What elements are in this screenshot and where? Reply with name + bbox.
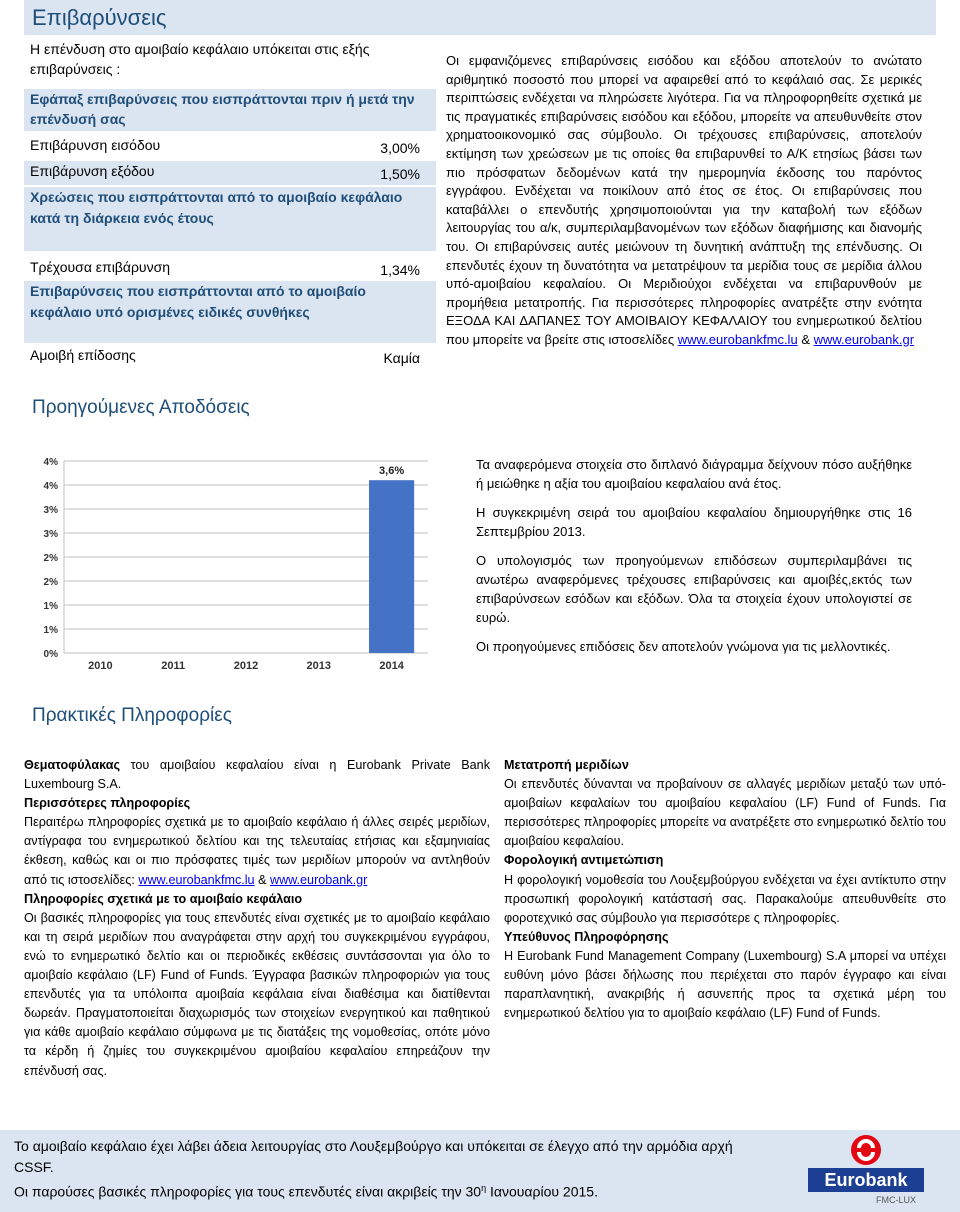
responsibility-text: Η Eurobank Fund Management Company (Luxembourg) S.A μπορεί να υπέχει ευθύνη μόνο βάσει δήλωσης που περιέχεται στο παρόν έγγραφο και είναι παραπλανητική, ανακριβής ή ασυνεπής προς τα σχετικά μέρη του ενημερωτικού δελτίου για το αμοιβαίο κεφάλαιο (LF) Fund of Funds. xyxy=(504,948,946,1021)
chart-note-4: Οι προηγούμενες επιδόσεις δεν αποτελούν γνώμονα για τις μελλοντικές. xyxy=(476,639,891,654)
y-tick-label: 2% xyxy=(43,553,58,564)
logo-sub-text: FMC-LUX xyxy=(876,1195,916,1205)
y-tick-label: 4% xyxy=(43,481,58,492)
tax-text: Η φορολογική νομοθεσία του Λουξεμβούργου ενδέχεται να έχει αντίκτυπο στην προσωπική φορολογική κατάστασή σας. Παρακαλούμε απευθυνθείτε στο φοροτεχνικό σας σύμβουλο για περισσότερε ς πληροφορίες. xyxy=(504,872,946,925)
current-charge-value: 1,34% xyxy=(380,262,420,278)
switch-heading: Μετατροπή μεριδίων xyxy=(504,758,629,772)
footer-line-1: Το αμοιβαίο κεφάλαιο έχει λάβει άδεια λειτουργίας στο Λουξεμβούργο και υπόκειται σε έλεγχο από την αρμόδια αρχή CSSF. xyxy=(14,1138,733,1175)
y-tick-label: 1% xyxy=(43,601,58,612)
responsibility-heading: Υπεύθυνος Πληροφόρησης xyxy=(504,929,669,944)
right-info-column xyxy=(504,756,946,1023)
chart-note-2: Η συγκεκριμένη σειρά του αμοιβαίου κεφαλαίου δημιουργήθηκε στις 16 Σεπτεμβρίου 2013. xyxy=(476,505,912,539)
fund-info-heading: Πληροφορίες σχετικά με το αμοιβαίο κεφάλαιο xyxy=(24,891,303,906)
y-tick-label: 3% xyxy=(43,529,58,540)
link-eurobank[interactable]: www.eurobank.gr xyxy=(813,331,915,347)
x-tick-label: 2013 xyxy=(306,660,332,672)
link-eurobankfmc-2[interactable]: www.eurobankfmc.lu xyxy=(138,872,255,887)
charges-note xyxy=(446,52,922,350)
link-separator: & xyxy=(801,331,810,347)
charges-note-text: Οι εμφανιζόμενες επιβαρύνσεις εισόδου και εξόδου αποτελούν το ανώτατο αριθμητικό ποσοστό που μπορεί να αφαιρεθεί από το κεφάλαιό σας. Σε μερικές περιπτώσεις ενδέχεται να πληρώσετε λιγότερα. Για να πληροφορηθείτε σχετικά με τις πραγματικές επιβαρύνσεις εισόδου και εξόδου, μπορείτε να απευθυνθείτε στον χρηματοοικονομικό σας σύμβουλο. Οι τρέχουσες επιβαρύνσεις, αποτελούν εκτίμηση των χρεώσεων με τις οποίες θα επιβαρυνθεί το Α/Κ ετησίως βάσει των πιο πρόσφατων δεδομένων κατά την ημερομηνία έκδοσης του παρόντος εγγράφου. Ενδέχεται να ποικίλουν από έτος σε έτος. Οι επιβαρύνσεις που καταβάλλει ο επενδυτής χρησιμοποιούνται για την καταβολή των εξόδων λειτουργίας του α/κ, συμπεριλαμβανομένων των εξόδων διαφήμισης και διανομής του. Οι επιβαρύνσεις αυτές μειώνουν τη δυνητική ανάπτυξη της επένδυσης. Οι επενδυτές έχουν τη δυνατότητα να μετατρέψουν τα μερίδια τους σε μερίδια άλλου υπό-αμοιβαίου κεφαλαίου. Οι Μεριδιούχοι ενδέχεται να επιβαρυνθούν με προμήθεια μετατροπής. Για περισσότερες πληροφορίες ανατρέξτε στην ενότητα ΕΞΟΔΑ ΚΑΙ ΔΑΠΑΝΕΣ ΤΟΥ ΑΜΟΙΒΑΙΟΥ ΚΕΦΑΛΑΙΟΥ του ενημερωτικού δελτίου που μπορείτε να βρείτε στις ιστοσελίδες xyxy=(446,53,922,347)
y-tick-label: 3% xyxy=(43,505,58,516)
title-bar xyxy=(24,0,936,35)
current-charge-label: Τρέχουσα επιβάρυνση xyxy=(30,259,170,275)
special-charges-heading: Επιβαρύνσεις που εισπράττονται από το αμοιβαίο κεφάλαιο υπό ορισμένες ειδικές συνθήκες xyxy=(24,281,436,343)
annual-charges-heading: Χρεώσεις που εισπράττονται από το αμοιβαίο κεφάλαιο κατά τη διάρκεια ενός έτους xyxy=(24,187,436,251)
fund-info-text: Οι βασικές πληροφορίες για τους επενδυτές είναι σχετικές με το αμοιβαίο κεφάλαιο και τη σειρά μεριδίων που αναγράφεται στην αρχή του συγκεκριμένου εγγράφου, ενώ το ενημερωτικό δελτίο και οι περιοδικές εκθέσεις συντάσσονται για όλο το αμοιβαίο κεφάλαιο (LF) Fund of Funds. Έγγραφα βασικών πληροφοριών για τους επενδυτές για τα υπόλοιπα αμοιβαία κεφάλαια είναι διαθέσιμα και διατίθενται δωρεάν. Πραγματοποιείται διαχωρισμός των στοιχείων ενεργητικού και παθητικού για κάθε αμοιβαίο κεφάλαιο σύμφωνα με τις διατάξεις της νομοθεσίας, οπότε μόνο τα κέρδη ή ζημίες του συγκεκριμένου αμοιβαίου κεφαλαίου επηρεάζουν την επένδυσή σας. xyxy=(24,910,490,1078)
performance-fee-value: Καμία xyxy=(383,350,420,366)
switch-text: Οι επενδυτές δύνανται να προβαίνουν σε αλλαγές μεριδίων μεταξύ των υπό-αμοιβαίων κεφαλαίων του αμοιβαίου κεφαλαίου (LF) Fund of Funds. Για περισσότερες πληροφορίες μπορείτε να ανατρέξετε στο ενημερωτικό δελτίο του αμοιβαίου κεφαλαίου. xyxy=(504,777,946,849)
data-label: 3,6% xyxy=(379,465,405,478)
charges-intro: Η επένδυση στο αμοιβαίο κεφάλαιο υπόκειται στις εξής επιβαρύνσεις : xyxy=(30,41,370,77)
more-info-paragraph xyxy=(24,813,490,889)
footer-text xyxy=(14,1136,754,1203)
bar xyxy=(369,480,414,653)
left-info-column xyxy=(24,756,490,1081)
returns-bar-chart xyxy=(24,453,434,683)
footer-line-2-text: Οι παρούσες βασικές πληροφορίες για τους επενδυτές είναι ακριβείς την 30 xyxy=(14,1183,482,1200)
chart-notes xyxy=(476,455,912,666)
y-tick-label: 2% xyxy=(43,577,58,588)
exit-charge-value: 1,50% xyxy=(380,166,420,182)
performance-fee-label: Αμοιβή επίδοσης xyxy=(30,347,136,363)
entry-charge-label: Επιβάρυνση εισόδου xyxy=(30,137,161,153)
footer-line-2 xyxy=(14,1178,754,1203)
x-tick-label: 2012 xyxy=(233,660,259,672)
current-charge-row xyxy=(24,257,436,281)
exit-charge-row xyxy=(24,161,436,185)
eurobank-emblem-icon xyxy=(851,1135,881,1165)
eurobank-logo xyxy=(808,1134,924,1206)
y-tick-label: 0% xyxy=(43,649,58,660)
more-info-heading: Περισσότερες πληροφορίες xyxy=(24,796,191,811)
footer-line-2-date: Ιανουαρίου 2015. xyxy=(486,1183,598,1200)
y-tick-label: 1% xyxy=(43,625,58,636)
tax-heading: Φορολογική αντιμετώπιση xyxy=(504,853,664,868)
chart-note-1: Τα αναφερόμενα στοιχεία στο διπλανό διάγραμμα δείχνουν πόσο αυξήθηκε ή μειώθηκε η αξία του αμοιβαίου κεφαλαίου ανά έτος. xyxy=(476,457,912,491)
logo-brand-text: Eurobank xyxy=(824,1170,908,1190)
chart-note-3: Ο υπολογισμός των προηγούμενων επιδόσεων συμπεριλαμβάνει τις ανωτέρω αναφερόμενες τρέχουσες επιβαρύνσεις και αμοιβές,εκτός των επιβαρύνσεων εσόδων και εξόδων. Όλα τα στοιχεία έχουν υπολογιστεί σε ευρώ. xyxy=(476,553,912,625)
x-tick-label: 2010 xyxy=(88,660,113,672)
custodian-text: του αμοιβαίου κεφαλαίου είναι η Eurobank Private Bank Luxembourg S.A. xyxy=(24,758,490,792)
previous-returns-heading: Προηγούμενες Αποδόσεις xyxy=(32,397,250,418)
y-tick-label: 4% xyxy=(43,457,58,468)
custodian-label: Θεματοφύλακας xyxy=(24,758,121,772)
charges-panel xyxy=(24,35,436,385)
link-eurobank-2[interactable]: www.eurobank.gr xyxy=(269,872,368,887)
exit-charge-label: Επιβάρυνση εξόδου xyxy=(30,163,155,179)
performance-fee-row xyxy=(24,345,436,369)
link-eurobankfmc[interactable]: www.eurobankfmc.lu xyxy=(677,331,798,347)
custodian-paragraph xyxy=(24,756,490,794)
footer-superscript: η xyxy=(481,1183,487,1193)
x-tick-label: 2014 xyxy=(379,660,404,672)
one-off-heading: Εφάπαξ επιβαρύνσεις που εισπράττονται πριν ή μετά την επένδυσή σας xyxy=(24,89,436,131)
entry-charge-row xyxy=(24,135,436,159)
practical-info-heading: Πρακτικές Πληροφορίες xyxy=(32,705,232,726)
more-info-text: Περαιτέρω πληροφορίες σχετικά με το αμοιβαίο κεφάλαιο ή άλλες σειρές μεριδίων, αντίγραφα του ενημερωτικού δελτίου και της τελευταίας ετήσιας και εξαμηνιαίας έκθεση, καθώς και οι πιο πρόσφατες τιμές των μεριδίων μπορούν να αντληθούν από τις ιστοσελίδες: xyxy=(24,815,490,887)
link-separator-2: & xyxy=(258,872,267,887)
page-title: Επιβαρύνσεις xyxy=(32,5,167,30)
x-tick-label: 2011 xyxy=(161,660,186,672)
entry-charge-value: 3,00% xyxy=(380,140,420,156)
